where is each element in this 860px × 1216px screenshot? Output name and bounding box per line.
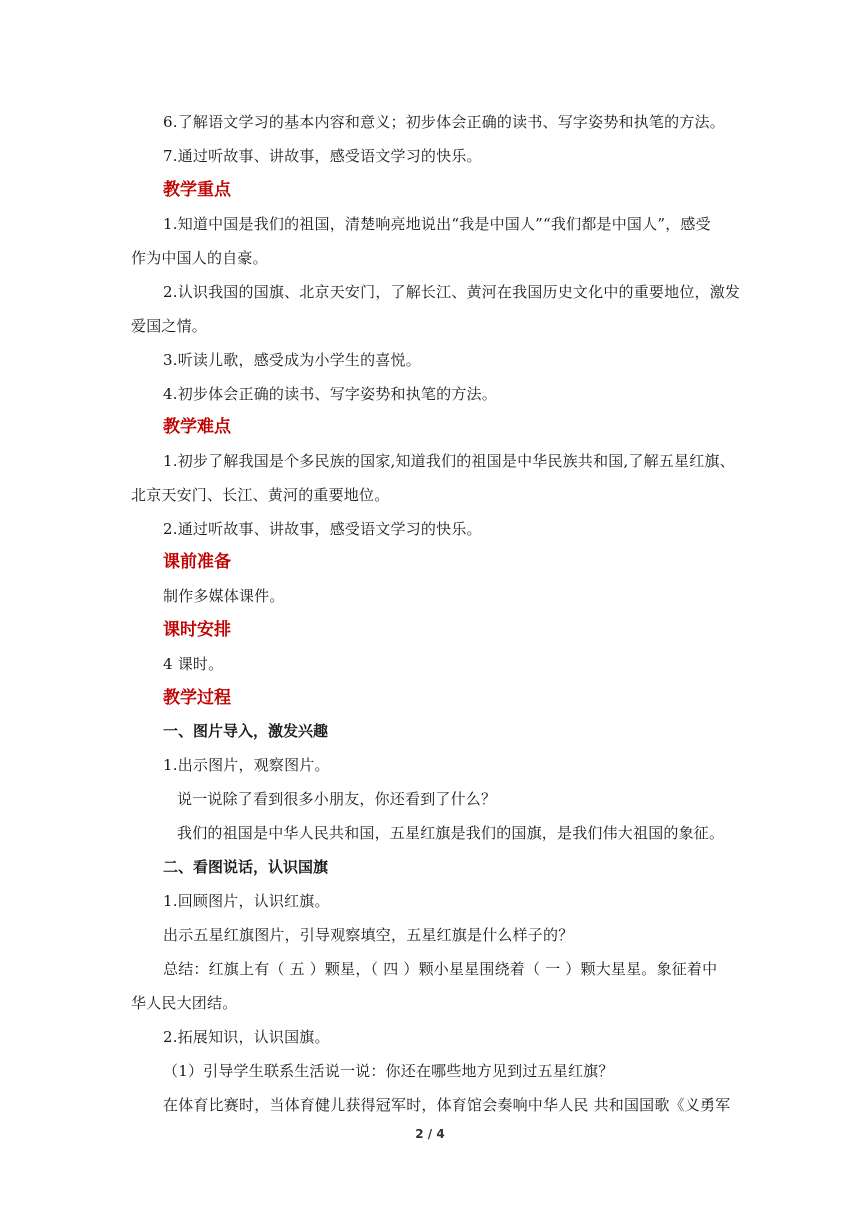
text-line: 1.知道中国是我们的祖国，清楚响亮地说出“我是中国人”“我们都是中国人”，感受 [163,215,711,233]
text-line: 6.了解语文学习的基本内容和意义；初步体会正确的读书、写字姿势和执笔的方法。 [163,113,725,131]
text-line: 1.回顾图片，认识红旗。 [163,892,330,910]
page-number: 2 / 4 [415,1127,445,1141]
text-line: 7.通过听故事、讲故事，感受语文学习的快乐。 [163,147,482,165]
section-heading-difficulties: 教学难点 [163,417,231,437]
text-line: 2.通过听故事、讲故事，感受语文学习的快乐。 [163,520,482,538]
section-heading-preparation: 课前准备 [163,552,231,572]
text-line: 4.初步体会正确的读书、写字姿势和执笔的方法。 [163,385,497,403]
text-line: 我们的祖国是中华人民共和国，五星红旗是我们的国旗，是我们伟大祖国的象征。 [177,824,725,842]
text-line: 制作多媒体课件。 [163,587,285,605]
text-line: 在体育比赛时，当体育健儿获得冠军时，体育馆会奏响中华人民 共和国国歌《义勇军 [163,1096,731,1114]
subsection-heading: 二、看图说话，认识国旗 [163,858,329,876]
text-line: 北京天安门、长江、黄河的重要地位。 [131,486,390,504]
text-line: 1.出示图片，观察图片。 [163,756,330,774]
text-line: 2.拓展知识，认识国旗。 [163,1028,330,1046]
text-line: 3.听读儿歌，感受成为小学生的喜悦。 [163,351,421,369]
text-line: 说一说除了看到很多小朋友，你还看到了什么？ [177,790,497,808]
text-line: 2.认识我国的国旗、北京天安门，了解长江、黄河在我国历史文化中的重要地位，激发 [163,283,741,301]
text-line: 1.初步了解我国是个多民族的国家,知道我们的祖国是中华民族共和国,了解五星红旗、 [163,452,735,470]
text-line: 作为中国人的自豪。 [131,249,268,267]
subsection-heading: 一、图片导入，激发兴趣 [163,722,329,740]
text-line: （1）引导学生联系生活说一说：你还在哪些地方见到过五星红旗？ [163,1062,614,1080]
text-line: 4 课时。 [163,655,224,673]
text-line: 华人民大团结。 [131,994,238,1012]
section-heading-schedule: 课时安排 [163,620,231,640]
text-line: 总结：红旗上有（ 五 ）颗星，（ 四 ）颗小星星围绕着（ 一 ）颗大星星。象征着中 [163,960,718,978]
section-heading-process: 教学过程 [163,688,231,708]
text-line: 爱国之情。 [131,317,208,335]
section-heading-key-points: 教学重点 [163,180,231,200]
text-line: 出示五星红旗图片，引导观察填空，五星红旗是什么样子的？ [163,926,574,944]
